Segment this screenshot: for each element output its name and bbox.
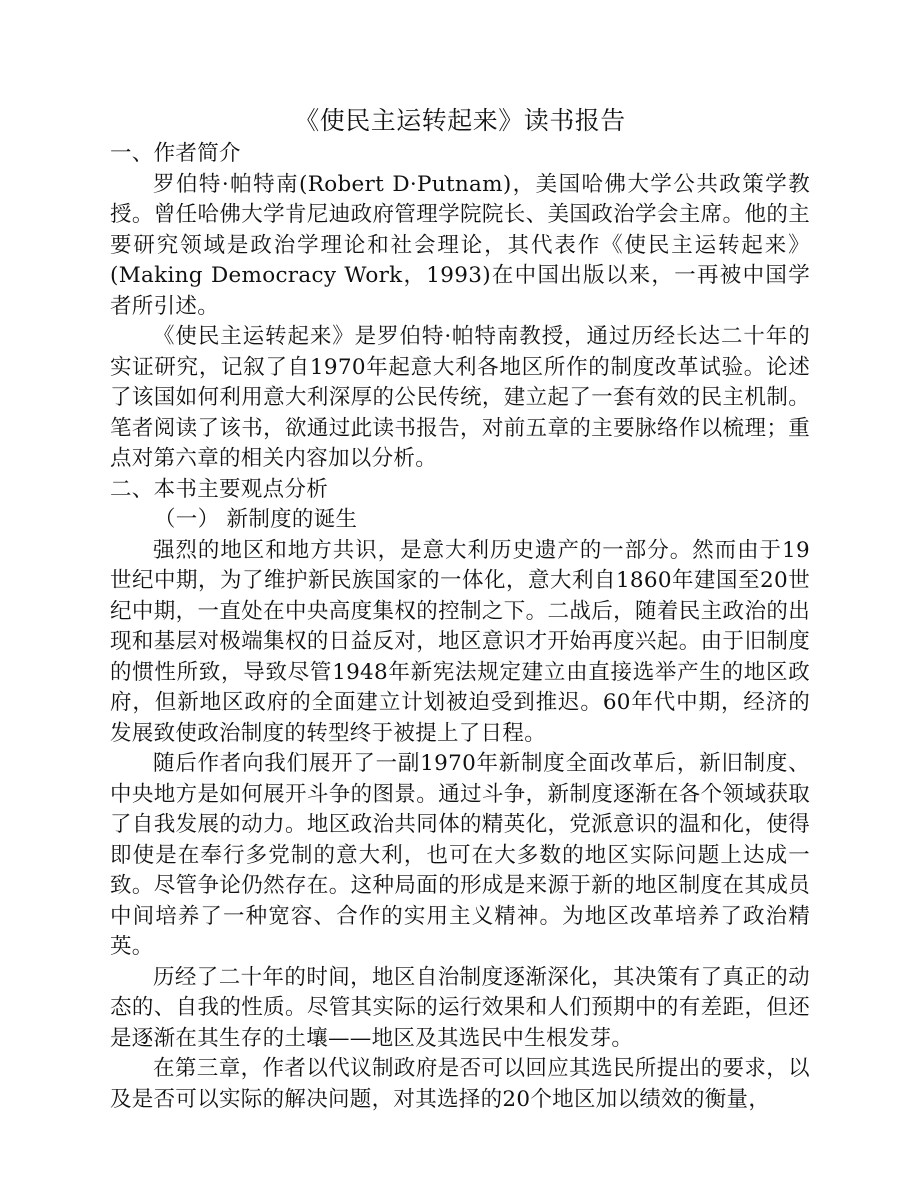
document-body [110,139,810,1115]
subsection-heading: （一） 新制度的诞生 [154,507,358,532]
section-heading-analysis: 二、本书主要观点分析 [110,476,329,502]
document-title: 《使民主运转起来》读书报告 [294,106,626,135]
paragraph: 随后作者向我们展开了一副1970年新制度全面改革后，新旧制度、中央地方是如何展开斗争的图景。通过斗争，新制度逐渐在各个领域获取了自我发展的动力。地区政治共同体的精英化，党派意识的温和化，使得即使是在奉行多党制的意大利，也可在大多数的地区实际问题上达成一致。尽管争论仍然存在。这种局面的形成是来源于新的地区制度在其成员中间培养了一种宽容、合作的实用主义精神。为地区改革培养了政治精英。 [110,751,810,959]
paragraph: 在第三章，作者以代议制政府是否可以回应其选民所提出的要求，以及是否可以实际的解决问题，对其选择的20个地区加以绩效的衡量， [110,1056,810,1112]
paragraph: 《使民主运转起来》是罗伯特·帕特南教授，通过历经长达二十年的实证研究，记叙了自1970年起意大利各地区所作的制度改革试验。论述了该国如何利用意大利深厚的公民传统，建立起了一套有效的民主机制。笔者阅读了该书，欲通过此读书报告，对前五章的主要脉络作以梳理；重点对第六章的相关内容加以分析。 [110,324,810,471]
paragraph: 强烈的地区和地方共识，是意大利历史遗产的一部分。然而由于19世纪中期，为了维护新民族国家的一体化，意大利自1860年建国至20世纪中期，一直处在中央高度集权的控制之下。二战后，随着民主政治的出现和基层对极端集权的日益反对，地区意识才开始再度兴起。由于旧制度的惯性所致，导致尽管1948年新宪法规定建立由直接选举产生的地区政府，但新地区政府的全面建立计划被迫受到推迟。60年代中期，经济的发展致使政治制度的转型终于被提上了日程。 [110,537,810,746]
section-heading-author: 一、作者简介 [110,141,241,166]
paragraph: 罗伯特·帕特南(Robert D·Putnam)，美国哈佛大学公共政策学教授。曾任哈佛大学肯尼迪政府管理学院院长、美国政治学会主席。他的主要研究领域是政治学理论和社会理论，其代表作《使民主运转起来》(Making Democracy Work，1993)在中国出版以来，一再被中国学者所引述。 [110,171,810,319]
paragraph: 历经了二十年的时间，地区自治制度逐渐深化，其决策有了真正的动态的、自我的性质。尽管其实际的运行效果和人们预期中的有差距，但还是逐渐在其生存的土壤——地区及其选民中生根发芽。 [110,964,810,1051]
